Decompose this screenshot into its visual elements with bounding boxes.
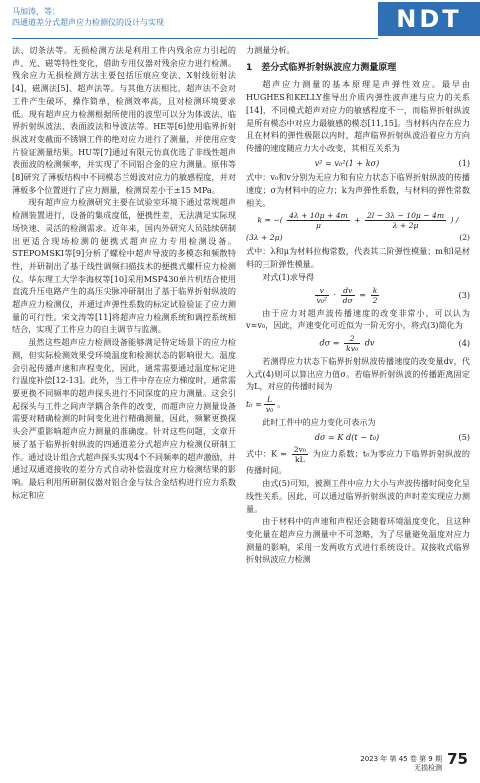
body-paragraph: 虽然这些超声应力检测设备能够满足特定场景下的应力检测，但实际检测效果受环境温度和检测状态的影响很大。温度会引起传播声速和声程变化，因此，通常需要通过温度标定进行温度补偿[12-13]。此外，当工件中存在应力梯度时，通常需要更换不同频率的超声探头进行不同深度的应力测量。这会引起探头与工件之间声学耦合条件的改变，而超声应力测量设备需要对精确检测的时间变化进行精确测量，因此，频繁更换探头会严重影响超声应力测量的准确度。针对这些问题，文章开展了基于临界折射纵波的四通道差分式超声应力检测仪研制工作。通过设计组合式超声探头实现4个不同频率的超声激励，并通过双通道接收的差分方式自动补偿温度对应力检测结果的影响。最后利用所研制仪器对铝合金与钛合金结构进行应力系数标定和应	[12, 337, 236, 500]
equation-fraction	[341, 286, 355, 305]
body-paragraph: 现有超声应力检测研究主要在试验室环境下通过常规超声检测装置进行，设备的集成度低，便携性差，无法满足实际现场快速、灵活的检测需求。近年来，国内外研究人员陆续研制出更适合现场检测的便携式超声应力专用检测设备。STEPOMSKI等[9]分析了螺栓中超声导波的多模态和频散特性，并研制出了基于线性调频扫描技术的便携式螺杆应力检测仪。华东理工大学李海权等[10]采用MSP430单片机结合使用直流升压电路产生的高压尖脉冲研制出了基于临界折射纵波的超声应力检测仪，并通过声弹性系数的标定试验验证了应力测量的可行性。宋文涛等[11]将超声应力检测系统和调控系统相结合，实现了工件应力的自主调节与监测。	[12, 197, 236, 335]
equation-text: =	[359, 289, 367, 300]
body-paragraph: 由式(5)可知，被测工件中应力大小与声波传播时间变化呈线性关系。因此，可以通过临界折射纵波的声时差实现应力测量。	[246, 478, 470, 514]
equation-fraction	[292, 445, 308, 464]
equation-body	[246, 211, 470, 230]
equation-number: (1)	[458, 157, 470, 168]
journal-name: 无损检测	[414, 764, 442, 772]
equation-body	[246, 286, 448, 305]
equation-4	[246, 334, 470, 353]
body-paragraph: 由于应力对超声波传播速度的改变非常小，可以认为v≈v₀，因此，声速变化可近似为一阶无穷小，将式(3)简化为	[246, 307, 470, 331]
fraction-denominator: μ	[315, 221, 321, 231]
equation-text: +	[354, 215, 361, 225]
footer-meta	[360, 755, 442, 773]
running-head-authors: 马加涛，等：	[12, 7, 60, 16]
equation-number: (3)	[458, 289, 470, 300]
fraction-numerator: v	[315, 286, 329, 296]
equation-text: (3λ + 2μ)	[246, 233, 283, 243]
body-paragraph: 超声应力测量的基本原理是声弹性效应。最早由HUGHES和KELLY推导出介质内弹性波声速与应力的关系[14]，不同模式超声对应力的敏感程度不一，而临界折射纵波是所有模态中对应力最敏感的模态[11,15]。当材料内存在应力且在材料的弹性极限以内时，超声临界折射纵波沿着应力方向传播的速度随应力大小改变，其相互关系为	[246, 79, 470, 153]
page-header	[0, 0, 480, 42]
equation-text: ·	[333, 289, 337, 300]
equation-5	[246, 431, 470, 444]
fraction-numerator: 2l − 3λ − 10μ − 4m	[366, 211, 445, 221]
equation-2-continued	[246, 232, 470, 243]
equation-text: t₀ ≈	[246, 399, 262, 410]
equation-fraction	[264, 395, 275, 414]
equation-number: (5)	[458, 431, 470, 442]
fraction-numerator: k	[371, 286, 380, 296]
body-paragraph: 由于材料中的声速和声程还会随着环境温度变化，且这种变化量在超声应力测量中不可忽略，为了尽量避免温度对应力测量的影响，采用一发两收方式进行系统设计。双接收式临界折射纵波应力检测	[246, 516, 470, 565]
equation-text: dσ =	[319, 337, 340, 348]
body-paragraph: 式中：λ和μ为材料拉梅常数，代表其二阶弹性模量；m和l是材料的三阶弹性模量。	[246, 246, 470, 270]
body-paragraph: 法、切条法等。无损检测方法是利用工件内残余应力引起的声、光、磁等特性变化，借助专用仪器对残余应力进行检测。残余应力无损检测方法主要包括压痕应变法、X射线衍射法[4]、磁测法[5]、超声法等。与其他方法相比，超声法不会对工件产生破坏，操作简单，检测效率高，且对检测环境要求低。现有超声应力检测根据所使用的波型可以分为体波法、临界折射纵波法、表面波法和导波法等。HE等[6]使用临界折射纵波对变截面不锈钢工件的绝对应力进行了测量，并使用应变片验证测量结果。HU等[7]通过有限元仿真优选了非线性超声表面波的检测频率，并实现了不同铝合金的应力测量。原伟等[8]研究了薄板结构中不同模态兰姆波对应力的敏感程度，并对薄板多个位置进行了应力测量，检测误差小于±15 MPa。	[12, 45, 236, 195]
equation-fraction	[365, 211, 446, 230]
running-head	[12, 6, 164, 28]
fraction-denominator: kv₀	[346, 343, 359, 353]
fraction-denominator: λ + 2μ	[392, 221, 419, 231]
fraction-denominator: v₀²	[316, 295, 327, 305]
fraction-denominator: kL	[295, 455, 305, 465]
equation-text: ) /	[450, 215, 459, 225]
fraction-numerator: 4λ + 10μ + 4m	[289, 211, 348, 221]
fraction-numerator: 2v₀	[293, 445, 306, 455]
fraction-denominator: dσ	[342, 295, 353, 305]
journal-logo: NDT	[378, 2, 480, 36]
inline-text: 为应力系数；t₀为零应力下临界折射纵波的传播时间。	[246, 448, 470, 476]
equation-fraction	[344, 334, 360, 353]
fraction-denominator: v₀	[265, 405, 274, 415]
equation-text: k = −(	[257, 215, 283, 225]
right-column	[246, 44, 470, 724]
body-paragraph: 力测量分析。	[246, 45, 295, 55]
equation-number: (2)	[459, 233, 470, 243]
equation-3	[246, 286, 470, 305]
equation-body: dσ = K d(t − t₀)	[314, 431, 380, 442]
equation-2	[246, 211, 470, 230]
issue-info: 2023 年 第 45 卷 第 9 期	[360, 755, 442, 763]
running-head-title: 四通道差分式超声应力检测仪的设计与实现	[12, 18, 164, 27]
page-number: 75	[447, 750, 468, 768]
body-paragraph: 此时工件中的应力变化可表示为	[262, 417, 376, 428]
page-footer	[248, 742, 468, 776]
body-paragraph: 式中：v₀和v分别为无应力和有应力状态下临界折射纵波的传播速度；σ为材料中的应力；k为声弹性系数，与材料的弹性常数相关。	[246, 172, 470, 208]
equation-text: dv	[364, 337, 375, 348]
header-divider	[12, 38, 378, 39]
fraction-numerator: dv	[341, 286, 355, 296]
equation-text: 。	[277, 399, 286, 410]
left-column	[12, 44, 236, 739]
equation-fraction	[315, 286, 329, 305]
body-paragraph: 对式(1)求导得	[262, 271, 315, 282]
fraction-denominator: 2	[372, 295, 378, 305]
fraction-numerator: L	[264, 395, 275, 405]
inline-text: 式中：K =	[246, 448, 287, 459]
equation-fraction	[287, 211, 350, 230]
fraction-numerator: 2	[344, 334, 360, 344]
body-paragraph: 若测得应力状态下临界折射纵波传播速度的改变量dv，代入式(4)则可以算出应力值σ。若临界折射纵波的传播距离固定为L，对应的传播时间为	[246, 355, 470, 392]
body-paragraph	[246, 445, 470, 477]
equation-t0	[246, 395, 470, 414]
equation-body: v² = v₀²(1 + kσ)	[314, 157, 380, 168]
section-heading: 1 差分式临界折射纵波应力测量原理	[246, 62, 397, 73]
equation-body	[246, 334, 448, 353]
equation-1	[246, 157, 470, 170]
equation-number: (4)	[458, 338, 470, 349]
equation-fraction	[371, 286, 380, 305]
